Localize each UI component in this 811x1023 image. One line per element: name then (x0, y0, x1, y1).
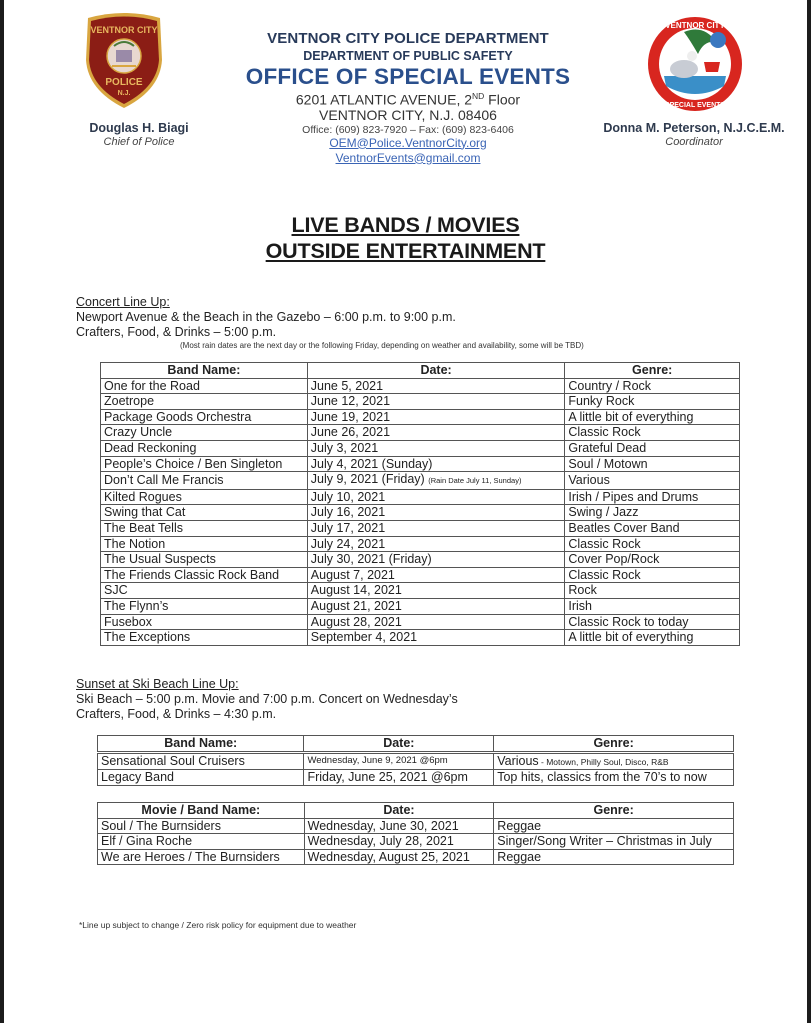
address-line-2: VENTNOR CITY, N.J. 08406 (319, 106, 497, 123)
event-date-text: July 16, 2021 (310, 505, 386, 520)
event-date-text: August 7, 2021 (310, 567, 395, 582)
event-date-text: June 5, 2021 (310, 378, 384, 393)
concert-section-intro (76, 295, 584, 352)
event-date: Friday, June 25, 2021 @6pm (304, 770, 494, 786)
event-date (307, 378, 565, 394)
movie-band-name: We are Heroes / The Burnsiders (98, 849, 305, 865)
genre: Grateful Dead (565, 440, 740, 456)
page-title (4, 212, 807, 264)
table-row (101, 567, 740, 583)
sunset-location: Ski Beach – 5:00 p.m. Movie and 7:00 p.m. Concert on Wednesday’s (76, 692, 458, 706)
band-name: The Friends Classic Rock Band (101, 567, 308, 583)
genre: Irish / Pipes and Drums (565, 489, 740, 505)
table-row (98, 770, 734, 786)
table-row (101, 489, 740, 505)
sunset-crafters: Crafters, Food, & Drinks – 4:30 p.m. (76, 707, 277, 721)
table-row (101, 505, 740, 521)
event-date (307, 409, 565, 425)
genre: Singer/Song Writer – Christmas in July (494, 834, 734, 850)
address-line-1 (204, 91, 612, 108)
band-name: People’s Choice / Ben Singleton (101, 456, 308, 472)
chief-title: Chief of Police (103, 136, 175, 148)
band-name: The Notion (101, 536, 308, 552)
event-date-text: August 21, 2021 (310, 598, 402, 613)
event-date-text: July 30, 2021 (Friday) (310, 552, 432, 567)
genre: Classic Rock (565, 425, 740, 441)
event-date-text: July 24, 2021 (310, 536, 386, 551)
genre: A little bit of everything (565, 630, 740, 646)
genre-main: Various (497, 753, 539, 768)
genre (494, 752, 734, 770)
genre: Top hits, classics from the 70’s to now (494, 770, 734, 786)
event-date-text: September 4, 2021 (310, 630, 418, 645)
event-date-text: July 10, 2021 (310, 489, 386, 504)
table-row (101, 472, 740, 490)
column-header-genre: Genre: (565, 363, 740, 379)
table-header-row (98, 803, 734, 819)
table-row (101, 552, 740, 568)
rain-date-note: (Rain Date July 11, Sunday) (428, 476, 522, 486)
event-date (307, 614, 565, 630)
column-header-date: Date: (304, 803, 494, 819)
letterhead (204, 30, 612, 166)
event-date (307, 456, 565, 472)
genre: Reggae (494, 849, 734, 865)
title-line-1: LIVE BANDS / MOVIES (291, 213, 520, 237)
special-events-seal-logo (644, 14, 746, 114)
table-row (98, 752, 734, 770)
event-date-text: June 19, 2021 (310, 409, 391, 424)
event-date: Wednesday, July 28, 2021 (304, 834, 494, 850)
movie-band-name: Soul / The Burnsiders (98, 818, 305, 834)
email-link-events[interactable]: VentnorEvents@gmail.com (335, 150, 481, 165)
genre-detail: - Motown, Philly Soul, Disco, R&B (538, 756, 669, 767)
table-row (101, 520, 740, 536)
band-name: Zoetrope (101, 394, 308, 410)
event-date (307, 567, 565, 583)
event-date (307, 630, 565, 646)
column-header-date: Date: (307, 363, 565, 379)
column-header-band: Band Name: (101, 363, 308, 379)
title-line-2: OUTSIDE ENTERTAINMENT (265, 239, 546, 263)
document-page (4, 0, 807, 1023)
sunset-movies-table (97, 802, 734, 865)
band-name: The Usual Suspects (101, 552, 308, 568)
phone-fax: Office: (609) 823-7920 – Fax: (609) 823-6406 (302, 123, 514, 136)
band-name: Don’t Call Me Francis (101, 472, 308, 490)
chief-name: Douglas H. Biagi (89, 121, 189, 135)
genre: Classic Rock (565, 536, 740, 552)
event-date (307, 552, 565, 568)
event-date (307, 598, 565, 614)
event-date (307, 520, 565, 536)
band-name: The Flynn’s (101, 598, 308, 614)
genre: Irish (565, 598, 740, 614)
sunset-section-intro (76, 677, 458, 722)
band-name: Fusebox (101, 614, 308, 630)
event-date (307, 505, 565, 521)
event-date (307, 472, 565, 490)
band-name: Crazy Uncle (101, 425, 308, 441)
event-date (307, 440, 565, 456)
genre: Classic Rock to today (565, 614, 740, 630)
address-floor: Floor (484, 91, 521, 108)
genre: Reggae (494, 818, 734, 834)
svg-text:POLICE: POLICE (105, 77, 143, 88)
genre: Rock (565, 583, 740, 599)
event-date (307, 425, 565, 441)
concert-lineup-table (100, 362, 740, 646)
band-name: The Beat Tells (101, 520, 308, 536)
table-row (98, 834, 734, 850)
coordinator-title: Coordinator (665, 136, 723, 148)
band-name: SJC (101, 583, 308, 599)
genre: Various (565, 472, 740, 490)
event-date-text: June 12, 2021 (310, 394, 391, 409)
email-link-oem[interactable]: OEM@Police.VentnorCity.org (329, 135, 487, 150)
office-name: OFFICE OF SPECIAL EVENTS (245, 64, 571, 89)
table-row (101, 409, 740, 425)
table-header-row (101, 363, 740, 379)
table-row (101, 630, 740, 646)
genre: Country / Rock (565, 378, 740, 394)
event-date: Wednesday, June 30, 2021 (304, 818, 494, 834)
table-row (101, 614, 740, 630)
movie-band-name: Elf / Gina Roche (98, 834, 305, 850)
table-header-row (98, 736, 734, 753)
band-name: One for the Road (101, 378, 308, 394)
sunset-bands-table (97, 735, 734, 786)
concert-heading: Concert Line Up: (76, 295, 170, 309)
table-row (101, 440, 740, 456)
genre: Soul / Motown (565, 456, 740, 472)
event-date (307, 489, 565, 505)
address-street: 6201 ATLANTIC AVENUE, 2 (295, 91, 473, 108)
event-date: Wednesday, June 9, 2021 @6pm (304, 752, 494, 770)
band-name: Sensational Soul Cruisers (98, 752, 304, 770)
genre: Beatles Cover Band (565, 520, 740, 536)
department-name: VENTNOR CITY POLICE DEPARTMENT (267, 30, 549, 47)
svg-text:N.J.: N.J. (117, 90, 131, 97)
table-row (101, 378, 740, 394)
rain-date-note: (Most rain dates are the next day or the following Friday, depending on weather and availability, some will be TBD) (180, 341, 584, 350)
table-row (98, 818, 734, 834)
address-ordinal: ND (472, 91, 485, 101)
column-header-genre: Genre: (494, 803, 734, 819)
event-date-text: June 26, 2021 (310, 425, 391, 440)
footnote: *Line up subject to change / Zero risk policy for equipment due to weather (79, 920, 357, 930)
svg-text:VENTNOR CITY: VENTNOR CITY (90, 25, 158, 35)
concert-crafters: Crafters, Food, & Drinks – 5:00 p.m. (76, 325, 277, 339)
table-row (101, 598, 740, 614)
event-date-text: July 17, 2021 (310, 520, 386, 535)
event-date-text: July 4, 2021 (Sunday) (310, 456, 433, 471)
band-name: The Exceptions (101, 630, 308, 646)
event-date-text: July 9, 2021 (Friday) (310, 472, 425, 487)
svg-text:SPECIAL EVENTS: SPECIAL EVENTS (664, 102, 726, 109)
table-row (98, 849, 734, 865)
band-name: Kilted Rogues (101, 489, 308, 505)
band-name: Package Goods Orchestra (101, 409, 308, 425)
genre: Classic Rock (565, 567, 740, 583)
genre: Cover Pop/Rock (565, 552, 740, 568)
coordinator-name: Donna M. Peterson, N.J.C.E.M. (603, 121, 785, 135)
band-name: Legacy Band (98, 770, 304, 786)
event-date-text: July 3, 2021 (310, 440, 379, 455)
genre: Swing / Jazz (565, 505, 740, 521)
svg-text:VENTNOR CITY: VENTNOR CITY (665, 21, 725, 30)
subdepartment-name: DEPARTMENT OF PUBLIC SAFETY (303, 49, 513, 63)
sunset-heading: Sunset at Ski Beach Line Up: (76, 677, 239, 691)
table-row (101, 394, 740, 410)
table-row (101, 456, 740, 472)
table-row (101, 583, 740, 599)
coordinator-signature-block (584, 121, 804, 148)
table-row (101, 536, 740, 552)
event-date: Wednesday, August 25, 2021 (304, 849, 494, 865)
event-date (307, 394, 565, 410)
band-name: Swing that Cat (101, 505, 308, 521)
column-header-genre: Genre: (494, 736, 734, 753)
concert-location: Newport Avenue & the Beach in the Gazebo – 6:00 p.m. to 9:00 p.m. (76, 310, 456, 324)
column-header-movie-band: Movie / Band Name: (98, 803, 305, 819)
table-row (101, 425, 740, 441)
column-header-band: Band Name: (98, 736, 304, 753)
event-date-text: August 14, 2021 (310, 583, 402, 598)
column-header-date: Date: (304, 736, 494, 753)
event-date-text: August 28, 2021 (310, 614, 402, 629)
event-date (307, 536, 565, 552)
police-badge-logo (82, 10, 166, 110)
genre: A little bit of everything (565, 409, 740, 425)
band-name: Dead Reckoning (101, 440, 308, 456)
genre: Funky Rock (565, 394, 740, 410)
event-date (307, 583, 565, 599)
